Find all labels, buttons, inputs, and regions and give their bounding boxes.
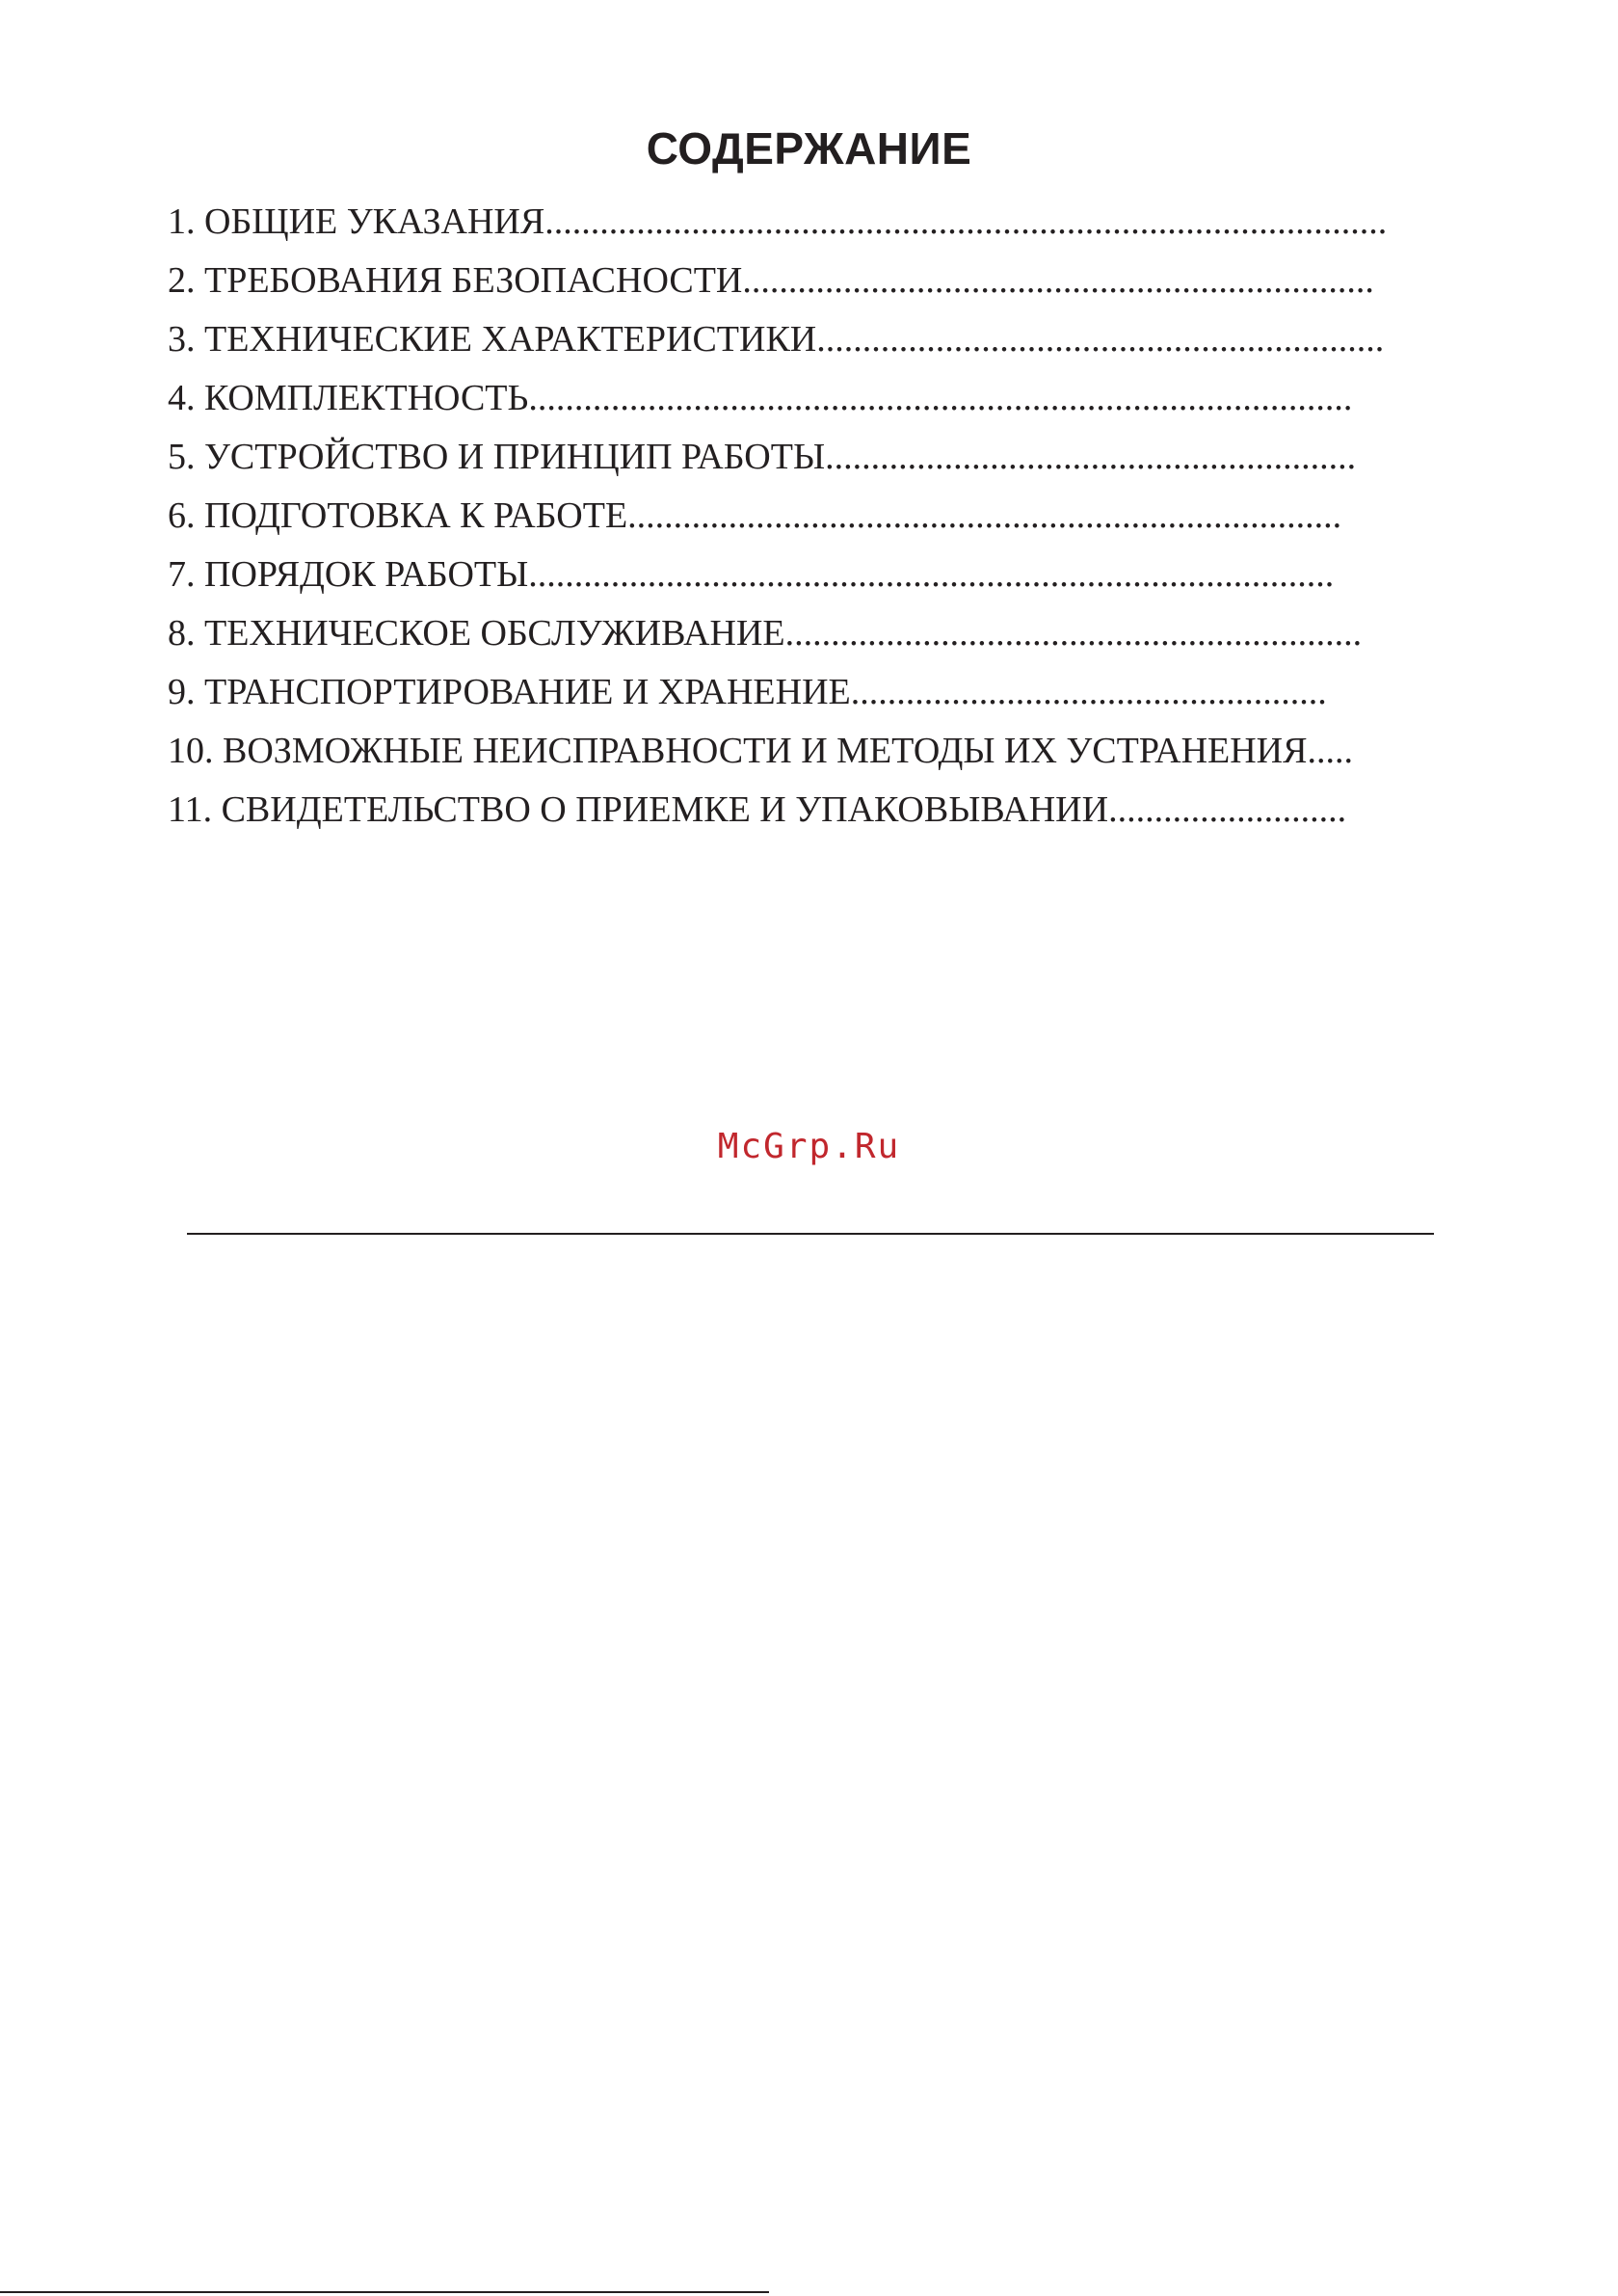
toc-item-leader: .......................................................... [825,437,1357,477]
toc-item[interactable] [168,604,1387,663]
watermark: McGrp.Ru [717,1127,901,1166]
toc-item-label: 5. УСТРОЙСТВО И ПРИНЦИП РАБОТЫ [168,437,826,477]
table-of-contents [168,193,1387,840]
toc-item-leader: .............................................................. [816,319,1385,360]
toc-item-leader: .......................... [1108,789,1347,830]
toc-item-label: 11. СВИДЕТЕЛЬСТВО О ПРИЕМКЕ И УПАКОВЫВАНИИ [168,789,1109,830]
toc-item-label: 6. ПОДГОТОВКА К РАБОТЕ [168,495,628,536]
toc-item[interactable] [168,781,1387,840]
toc-item-label: 2. ТРЕБОВАНИЯ БЕЗОПАСНОСТИ [168,260,743,301]
toc-item-leader: ..... [1307,731,1353,771]
toc-item[interactable] [168,252,1387,310]
toc-item[interactable] [168,310,1387,369]
toc-item-leader: .......................................................................................... [528,378,1353,418]
bottom-divider [0,2291,769,2293]
toc-item[interactable] [168,369,1387,428]
toc-item-label: 1. ОБЩИЕ УКАЗАНИЯ [168,201,545,242]
page-title: СОДЕРЖАНИЕ [646,123,972,174]
toc-item-label: 7. ПОРЯДОК РАБОТЫ [168,554,529,595]
toc-item-label: 10. ВОЗМОЖНЫЕ НЕИСПРАВНОСТИ И МЕТОДЫ ИХ УСТРАНЕНИЯ [168,731,1308,771]
toc-item[interactable] [168,722,1387,781]
toc-item-label: 8. ТЕХНИЧЕСКОЕ ОБСЛУЖИВАНИЕ [168,613,785,654]
toc-item-label: 4. КОМПЛЕКТНОСТЬ [168,378,529,418]
divider [187,1233,1434,1235]
toc-item-label: 3. ТЕХНИЧЕСКИЕ ХАРАКТЕРИСТИКИ [168,319,817,360]
toc-item-leader: ........................................................................................ [528,554,1335,595]
toc-item[interactable] [168,487,1387,546]
toc-item[interactable] [168,546,1387,604]
toc-item[interactable] [168,428,1387,487]
toc-item-leader: .............................................................................. [627,495,1342,536]
toc-item-leader: .................................................... [850,672,1327,712]
toc-item[interactable] [168,193,1387,252]
toc-item-leader: ............................................................... [784,613,1363,654]
toc-item[interactable] [168,663,1387,722]
toc-item-leader: ..................................................................... [742,260,1374,301]
toc-item-leader: ............................................................................................ [544,201,1388,242]
toc-item-label: 9. ТРАНСПОРТИРОВАНИЕ И ХРАНЕНИЕ [168,672,851,712]
